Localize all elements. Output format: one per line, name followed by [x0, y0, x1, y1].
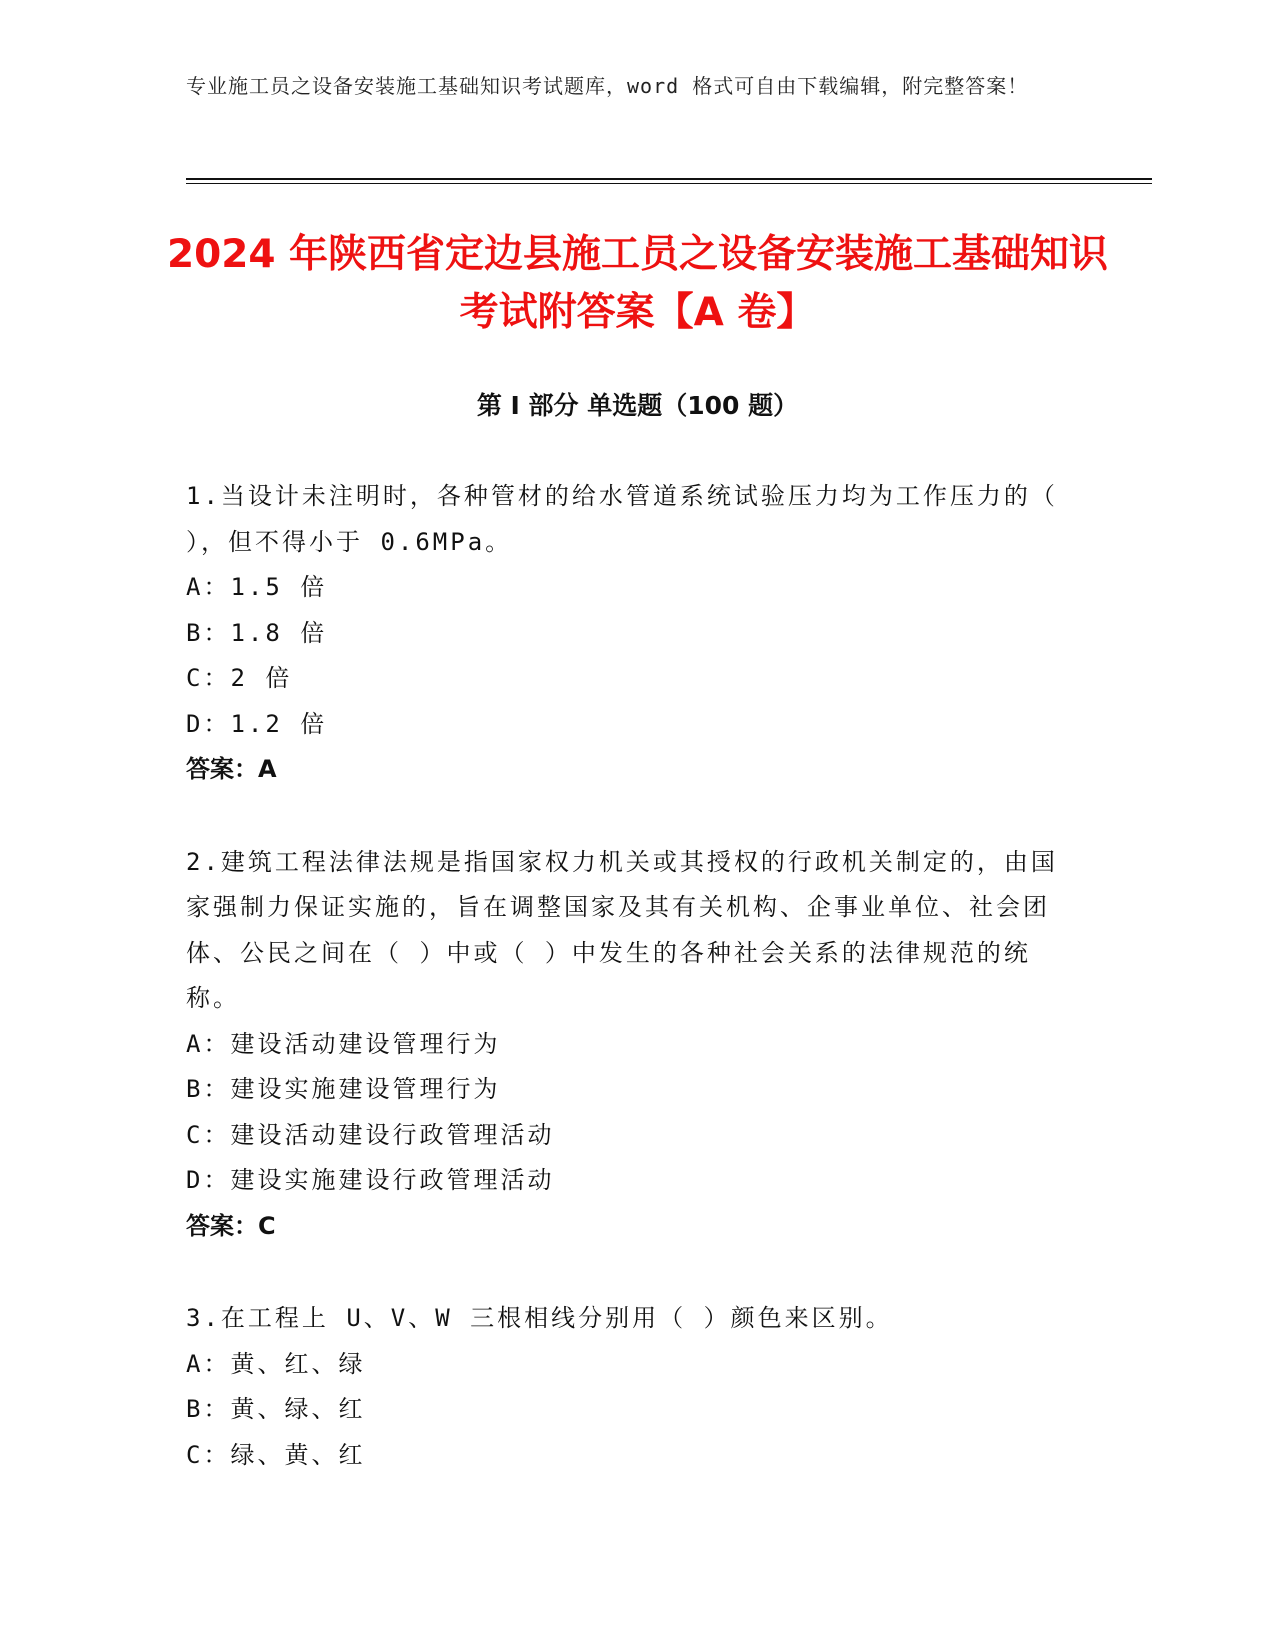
option-a: A：1.5 倍: [186, 573, 328, 601]
answer: 答案：C: [186, 1211, 276, 1240]
option-b: B：建设实施建设管理行为: [186, 1075, 501, 1103]
page-header: 专业施工员之设备安装施工基础知识考试题库，word 格式可自由下载编辑，附完整答案！: [186, 74, 1029, 98]
question-1: [186, 474, 1066, 793]
answer: 答案：A: [186, 755, 277, 783]
section-title: 第 I 部分 单选题（100 题）: [476, 391, 799, 420]
option-a: A：建设活动建设管理行为: [186, 1029, 501, 1058]
document-title: 2024 年陕西省定边县施工员之设备安装施工基础知识考试附答案【A 卷】: [166, 232, 1109, 335]
question-stem: 2.建筑工程法律法规是指国家权力机关或其授权的行政机关制定的，由国家强制力保证实施的，旨在调整国家及其有关机构、企事业单位、社会团体、公民之间在（ ）中或（ ）中发生的各种社会关系的法律规范的统称。: [186, 847, 1058, 1012]
option-d: D：1.2 倍: [186, 709, 328, 738]
question-3: [186, 1296, 1066, 1478]
option-b: B：1.8 倍: [186, 618, 328, 647]
question-2: [186, 840, 1066, 1250]
option-c: C：建设活动建设行政管理活动: [186, 1120, 555, 1149]
question-stem: 1.当设计未注明时，各种管材的给水管道系统试验压力均为工作压力的（ ），但不得小于 0.6MPa。: [186, 482, 1058, 556]
header-rule-thin: [186, 183, 1152, 184]
question-list: [186, 474, 1066, 1525]
header-rule-thick: [186, 178, 1152, 180]
option-b: B：黄、绿、红: [186, 1395, 366, 1423]
option-a: A：黄、红、绿: [186, 1349, 366, 1378]
option-d: D：建设实施建设行政管理活动: [186, 1166, 555, 1194]
question-stem: 3.在工程上 U、V、W 三根相线分别用（ ）颜色来区别。: [186, 1304, 893, 1332]
option-c: C：2 倍: [186, 664, 293, 692]
option-c: C：绿、黄、红: [186, 1440, 366, 1469]
